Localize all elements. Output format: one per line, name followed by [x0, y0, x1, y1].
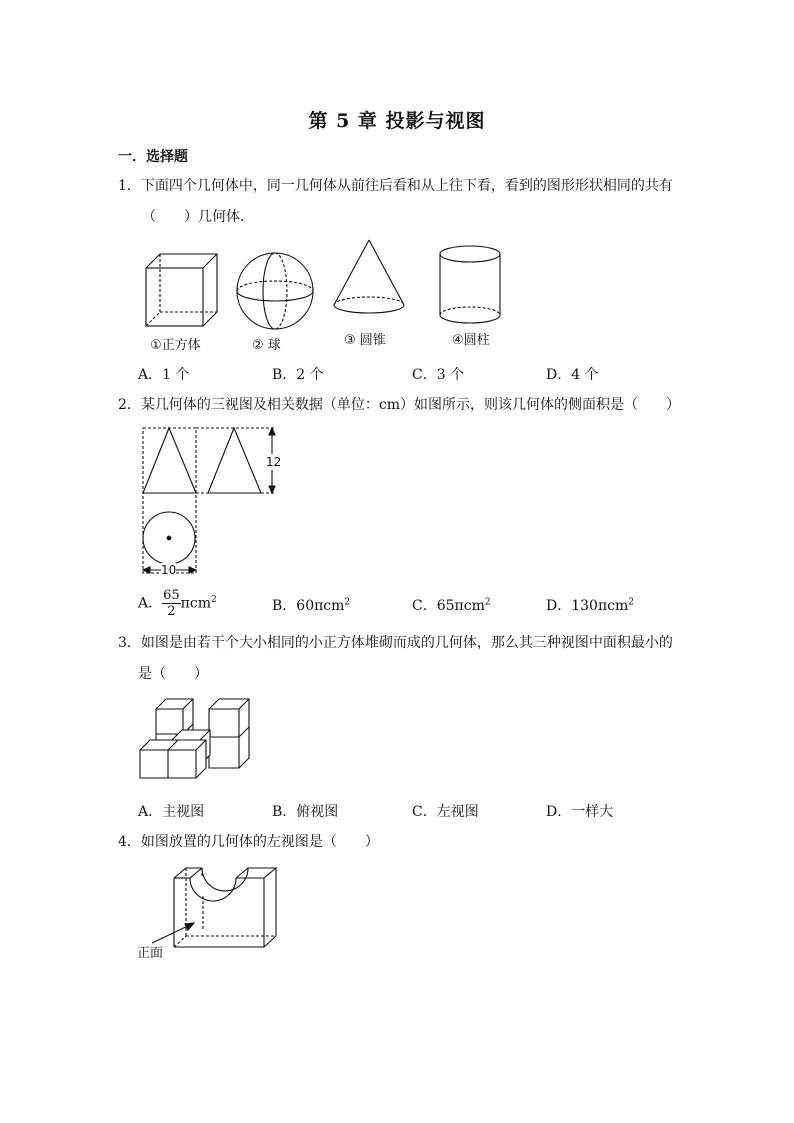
question-2-text: 2．某几何体的三视图及相关数据（单位：cm）如图所示，则该几何体的侧面积是（ ） — [118, 397, 681, 413]
section-heading: 一．选择题 — [118, 149, 188, 165]
cylinder-shape — [440, 246, 500, 323]
q3-option-d: D．一样大 — [546, 804, 614, 820]
q2-option-d: D．130πcm$^2$ — [546, 597, 634, 614]
q3-cubes-figure — [136, 696, 261, 784]
q3-option-a: A．主视图 — [138, 804, 205, 820]
question-1-text-cont: （ ）几何体． — [142, 209, 254, 225]
question-3-text-cont: 是（ ） — [138, 666, 208, 682]
q3-option-c: C．左视图 — [412, 804, 479, 820]
side-view-triangle — [208, 428, 261, 493]
cone-shape — [334, 240, 404, 313]
height-label: 12 — [266, 455, 282, 469]
q2-option-b: B．60πcm$^2$ — [272, 597, 351, 614]
q2-three-views-figure — [138, 424, 288, 579]
q1-option-c: C．3 个 — [412, 367, 465, 383]
sphere-shape — [237, 253, 313, 329]
shape-label-cone: ③ 圆锥 — [344, 333, 386, 348]
shape-label-cube: ①正方体 — [150, 338, 201, 353]
front-view-triangle — [143, 428, 196, 493]
q3-option-b: B．俯视图 — [272, 804, 339, 820]
q1-option-b: B．2 个 — [272, 367, 324, 383]
cube-shape — [146, 254, 217, 326]
front-face-label: 正面 — [137, 946, 164, 961]
shape-label-cylinder: ④圆柱 — [452, 333, 490, 348]
page-title: 第 5 章 投影与视图 — [308, 110, 486, 132]
q1-option-d: D．4 个 — [546, 367, 599, 383]
width-label: 10 — [161, 563, 177, 577]
q2-option-c: C．65πcm$^2$ — [412, 597, 491, 614]
question-1-text: 1．下面四个几何体中，同一几何体从前往后看和从上往下看，看到的图形形状相同的共有 — [118, 178, 673, 194]
question-4-text: 4．如图放置的几何体的左视图是（ ） — [118, 834, 379, 850]
q1-option-a: A．1 个 — [138, 367, 190, 383]
shape-label-sphere: ② 球 — [252, 338, 281, 353]
front-view-dashed-frame — [143, 428, 196, 573]
q2-option-a: A． $\frac{65}{2}$ πcm$^2$ — [138, 588, 217, 619]
question-3-text: 3．如图是由若干个大小相同的小正方体堆砌而成的几何体，那么其三种视图中面积最小的 — [118, 635, 673, 651]
